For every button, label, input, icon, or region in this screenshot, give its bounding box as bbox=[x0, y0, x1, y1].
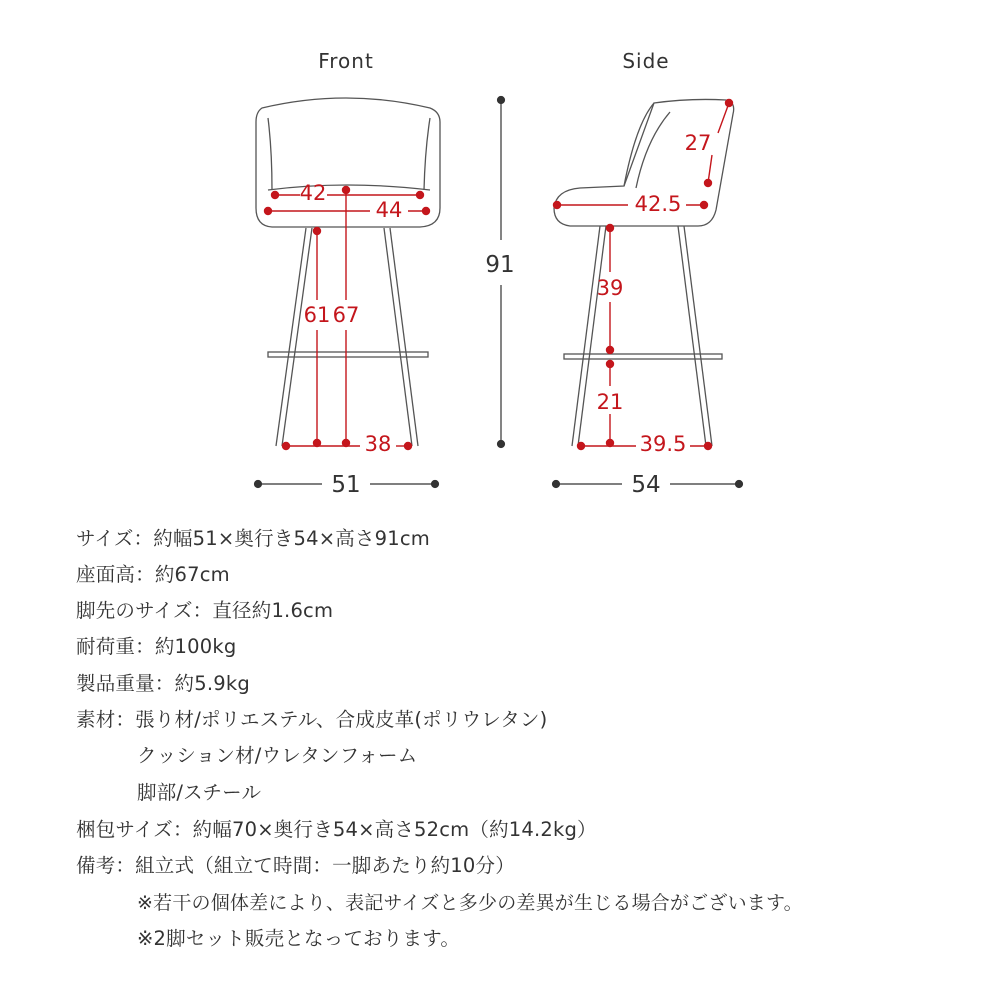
spec-seat-height bbox=[76, 561, 230, 589]
spec-size bbox=[76, 525, 430, 553]
dim-seat-inner-width: 42 bbox=[299, 181, 327, 205]
dim-overall-width: 51 bbox=[331, 472, 361, 498]
spec-material-line-1: 張り材/ポリエステル、合成皮革(ポリウレタン) bbox=[135, 708, 548, 731]
dim-seat-outer-width: 44 bbox=[375, 198, 403, 222]
spec-remarks-value: 組立式（組立て時間：一脚あたり約10分） bbox=[135, 854, 515, 877]
dim-seat-height: 67 bbox=[332, 303, 360, 327]
spec-foot-size-value: 直径約1.6cm bbox=[212, 599, 334, 622]
dim-seat-to-footrest: 39 bbox=[596, 276, 624, 300]
side-view-title: Side bbox=[622, 49, 670, 73]
dim-back-height: 27 bbox=[684, 131, 712, 155]
spec-load-label: 耐荷重： bbox=[76, 635, 155, 658]
dim-side-foot-span: 39.5 bbox=[639, 432, 687, 456]
spec-package bbox=[76, 816, 597, 844]
dim-total-height: 91 bbox=[485, 252, 515, 278]
spec-foot-size-label: 脚先のサイズ： bbox=[76, 599, 213, 622]
front-chair-outline bbox=[256, 98, 440, 446]
spec-size-value: 約幅51×奥行き54×高さ91cm bbox=[153, 527, 430, 550]
spec-weight bbox=[76, 670, 250, 698]
spec-size-label: サイズ： bbox=[76, 527, 154, 550]
spec-seat-height-label: 座面高： bbox=[76, 563, 155, 586]
dim-footrest-height: 21 bbox=[596, 390, 624, 414]
spec-note-2: ※2脚セット販売となっております。 bbox=[137, 927, 461, 950]
front-dimension-labels bbox=[300, 181, 403, 456]
spec-material-line-3: 脚部/スチール bbox=[137, 781, 262, 804]
spec-package-label: 梱包サイズ： bbox=[76, 818, 193, 841]
spec-material-line-2: クッション材/ウレタンフォーム bbox=[137, 744, 418, 767]
spec-remarks bbox=[76, 852, 515, 880]
spec-seat-height-value: 約67cm bbox=[154, 563, 230, 586]
dim-seat-depth: 42.5 bbox=[634, 192, 682, 216]
spec-weight-label: 製品重量： bbox=[76, 672, 175, 695]
spec-remarks-label: 備考： bbox=[76, 854, 136, 877]
dim-leg-height: 61 bbox=[303, 303, 331, 327]
spec-material-label: 素材： bbox=[76, 708, 136, 731]
side-dimension-labels bbox=[597, 131, 712, 456]
spec-load-value: 約100kg bbox=[154, 635, 237, 658]
spec-package-value: 約幅70×奥行き54×高さ52cm（約14.2kg） bbox=[192, 818, 597, 841]
spec-foot-size bbox=[76, 597, 333, 625]
spec-note-1: ※若干の個体差により、表記サイズと多少の差異が生じる場合がございます。 bbox=[137, 892, 803, 914]
spec-weight-value: 約5.9kg bbox=[174, 672, 250, 695]
dim-overall-depth: 54 bbox=[631, 472, 661, 498]
dim-front-foot-span: 38 bbox=[364, 432, 392, 456]
front-view-title: Front bbox=[318, 49, 374, 73]
spec-material bbox=[76, 706, 547, 734]
spec-load bbox=[76, 633, 236, 661]
